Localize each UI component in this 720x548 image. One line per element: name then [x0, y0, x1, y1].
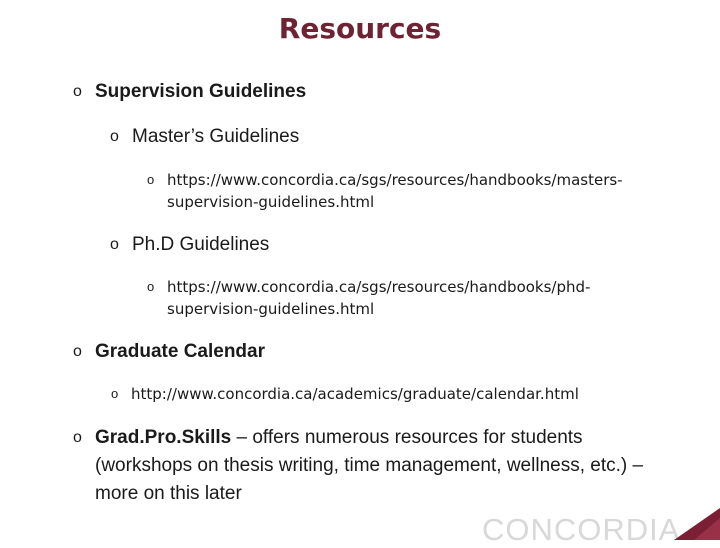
calendar-url-item[interactable]	[111, 383, 579, 405]
gradproskills-desc-1: – offers numerous resources for students	[231, 427, 583, 448]
list-item-masters	[110, 123, 300, 151]
phd-label: Ph.D Guidelines	[132, 234, 270, 255]
masters-label: Master’s Guidelines	[132, 126, 300, 147]
list-item-calendar	[73, 338, 265, 366]
list-item-phd	[110, 231, 270, 259]
list-item-supervision	[73, 78, 307, 106]
gradproskills-desc-2: (workshops on thesis writing, time management, wellness, etc.) –	[95, 455, 644, 476]
supervision-label: Supervision Guidelines	[95, 81, 307, 102]
bullet-icon: o	[110, 128, 119, 145]
calendar-url-link[interactable]: http://www.concordia.ca/academics/graduate/calendar.html	[131, 385, 579, 403]
bullet-icon: o	[73, 343, 82, 360]
bullet-icon: o	[73, 83, 82, 100]
phd-url-item[interactable]	[147, 276, 591, 320]
gradproskills-desc-3: more on this later	[95, 483, 242, 504]
concordia-logo: CONCORDIA	[482, 512, 681, 547]
masters-url-link[interactable]: https://www.concordia.ca/sgs/resources/handbooks/masters- supervision-guidelines.html	[167, 171, 623, 211]
bullet-icon: o	[111, 386, 119, 401]
masters-url-item[interactable]	[147, 169, 623, 213]
bullet-icon: o	[110, 236, 119, 253]
phd-url-link[interactable]: https://www.concordia.ca/sgs/resources/handbooks/phd- supervision-guidelines.html	[167, 278, 591, 318]
corner-accent-icon	[674, 508, 720, 540]
bullet-icon: o	[73, 429, 82, 446]
calendar-label: Graduate Calendar	[95, 341, 265, 362]
bullet-icon: o	[147, 172, 155, 187]
slide-title: Resources	[278, 12, 442, 45]
list-item-gradproskills	[73, 424, 695, 508]
bullet-icon: o	[147, 279, 155, 294]
gradproskills-label: Grad.Pro.Skills	[95, 427, 232, 448]
